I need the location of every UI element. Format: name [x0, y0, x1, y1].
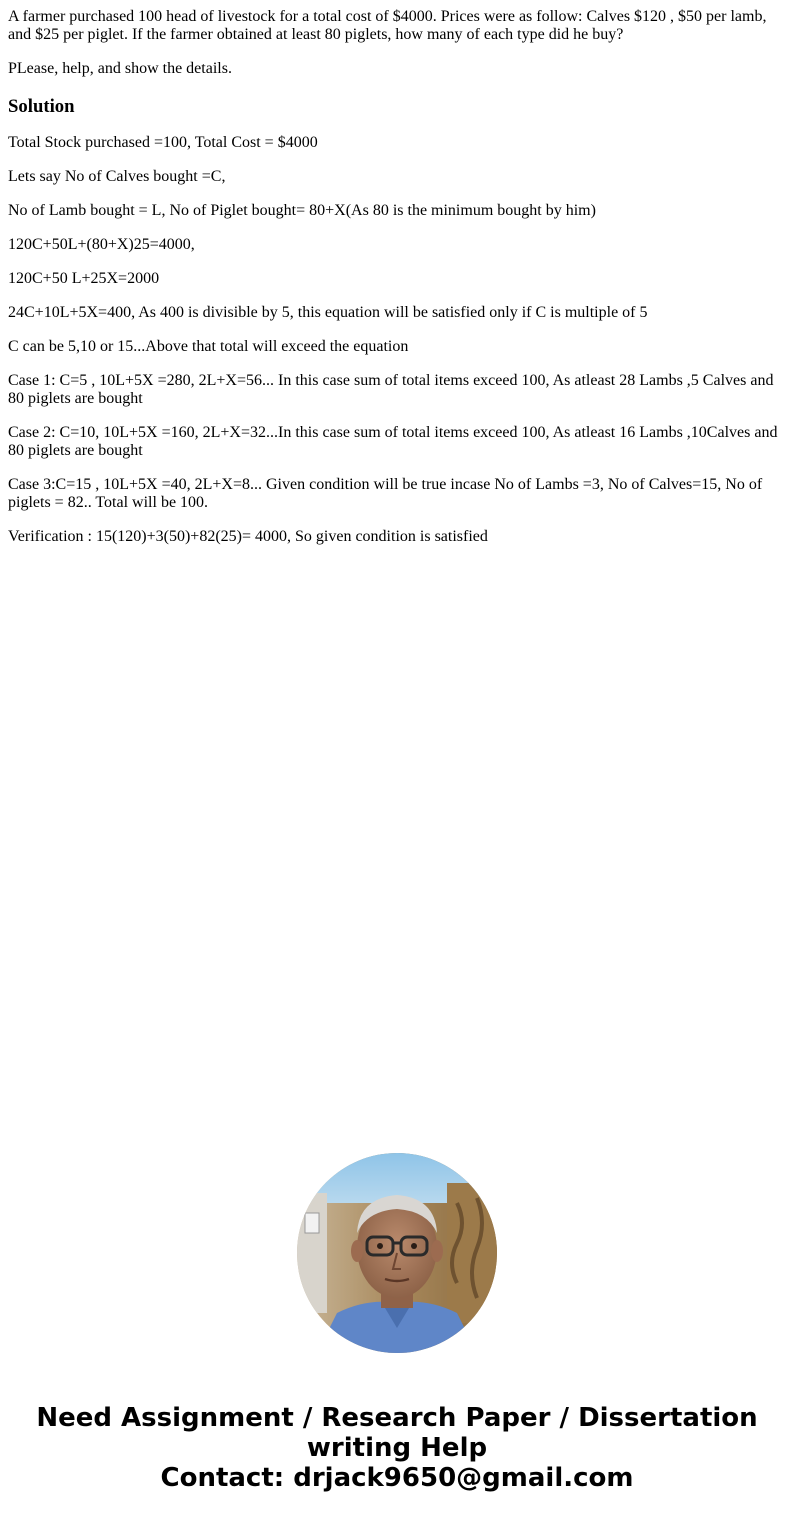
avatar: [297, 1153, 497, 1353]
solution-line: Verification : 15(120)+3(50)+82(25)= 4000, So given condition is satisfied: [8, 528, 488, 545]
promo-contact: Contact: drjack9650@gmail.com: [160, 1463, 634, 1493]
solution-line: Lets say No of Calves bought =C,: [8, 168, 226, 185]
solution-line: 120C+50L+(80+X)25=4000,: [8, 236, 195, 253]
solution-line: Case 3:C=15 , 10L+5X =40, 2L+X=8... Given condition will be true incase No of Lambs =3, No of Calves=15, No of piglets = 82.. Total will be 100.: [8, 476, 763, 511]
solution-line: Case 2: C=10, 10L+5X =160, 2L+X=32...In this case sum of total items exceed 100, As atleast 16 Lambs ,10Calves and 80 piglets are bought: [8, 424, 778, 459]
solution-heading: Solution: [8, 96, 75, 117]
question-request: PLease, help, and show the details.: [8, 60, 232, 77]
avatar-photo: [297, 1153, 497, 1353]
solution-line: 24C+10L+5X=400, As 400 is divisible by 5, this equation will be satisfied only if C is multiple of 5: [8, 304, 648, 321]
solution-line: No of Lamb bought = L, No of Piglet bought= 80+X(As 80 is the minimum bought by him): [8, 202, 596, 219]
question-text: A farmer purchased 100 head of livestock for a total cost of $4000. Prices were as follow: Calves $120 , $50 per lamb, and $25 per piglet. If the farmer obtained at least 80 piglets, how many of each type did he buy?: [8, 8, 767, 43]
solution-line: Total Stock purchased =100, Total Cost = $4000: [8, 134, 318, 151]
promo-banner: [0, 1403, 794, 1493]
promo-line-2: writing Help: [306, 1433, 488, 1463]
solution-line: C can be 5,10 or 15...Above that total will exceed the equation: [8, 338, 409, 355]
document-body: [8, 8, 786, 562]
solution-line: 120C+50 L+25X=2000: [8, 270, 160, 287]
solution-line: Case 1: C=5 , 10L+5X =280, 2L+X=56... In this case sum of total items exceed 100, As atleast 28 Lambs ,5 Calves and 80 piglets are bought: [8, 372, 774, 407]
promo-line-1: Need Assignment / Research Paper / Dissertation: [36, 1403, 758, 1433]
